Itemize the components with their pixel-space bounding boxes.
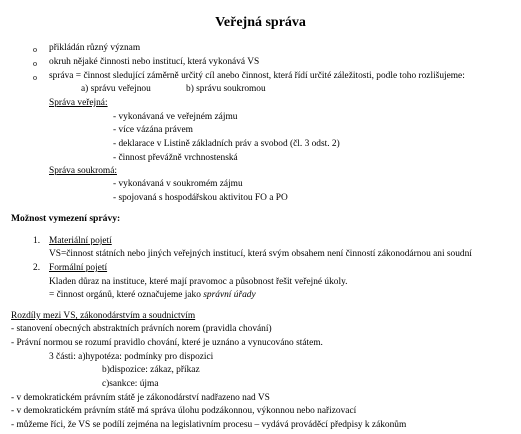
list-item: - více vázána právem [113,125,193,135]
split-a: a) správu veřejnou [81,84,151,94]
bullet-icon: o [33,59,37,68]
list-item: - stanovení obecných abstraktních právních norem (pravidla chování) [11,324,272,334]
list-number: 2. [33,263,41,273]
section-heading-moznost: Možnost vymezení správy: [11,213,121,224]
paragraph: VS=činnost státních nebo jiných veřejných institucí, která svým obsahem není činností zákonodárnou ani soudní [49,249,472,259]
section-heading-verejna: Správa veřejná: [49,98,108,108]
section-heading-soukroma: Správa soukromá: [49,166,117,176]
list-item: - vykonávaná ve veřejném zájmu [113,112,238,122]
paragraph [49,290,256,301]
list-number: 1. [33,236,41,246]
subheading-formalni: Formální pojetí [49,263,108,273]
paragraph-text: = činnost orgánů, které označujeme jako [49,290,204,300]
list-item: - v demokratickém právním státě má správa úlohu podzákonnou, výkonnou nebo nařizovací [11,406,357,416]
section-heading-rozdily: Rozdíly mezi VS, zákonodárstvím a soudnictvím [11,311,196,321]
list-item: c)sankce: újma [102,379,159,389]
subheading-materialni: Materiální pojetí [49,236,112,246]
bullet-icon: o [33,73,37,82]
list-item: b)dispozice: zákaz, příkaz [102,365,200,375]
page-title: Veřejná správa [215,15,306,30]
list-item: - spojovaná s hospodářskou aktivitou FO a PO [113,193,288,203]
list-item: - Právní normou se rozumí pravidlo chování, které je uznáno a vynucováno státem. [11,338,323,348]
list-item: - vykonávaná v soukromém zájmu [113,179,243,189]
list-item: - můžeme říci, že VS se podílí zejména na legislativním procesu – vydává prováděcí předpisy k zákonům [11,420,407,430]
list-item: 3 části: a)hypotéza: podmínky pro dispozici [49,352,214,362]
bullet-item: přikládán různý význam [49,43,141,53]
split-b: b) správu soukromou [186,84,266,94]
paragraph: Kladen důraz na instituce, které mají pravomoc a působnost řešit veřejné úkoly. [49,277,348,287]
bullet-item: správa = činnost sledující záměrně určitý cíl anebo činnost, která řídí určité záležitosti, podle toho rozlišujeme: [49,71,465,81]
emphasis-text: správní úřady [203,290,256,300]
bullet-item: okruh nějaké činnosti nebo institucí, která vykonává VS [49,57,260,67]
list-item: - činnost převážně vrchnostenská [113,153,238,163]
list-item: - v demokratickém právním státě je zákonodárství nadřazeno nad VS [11,393,270,403]
bullet-icon: o [33,45,37,54]
list-item: - deklarace v Listině základních práv a svobod (čl. 3 odst. 2) [113,139,340,149]
